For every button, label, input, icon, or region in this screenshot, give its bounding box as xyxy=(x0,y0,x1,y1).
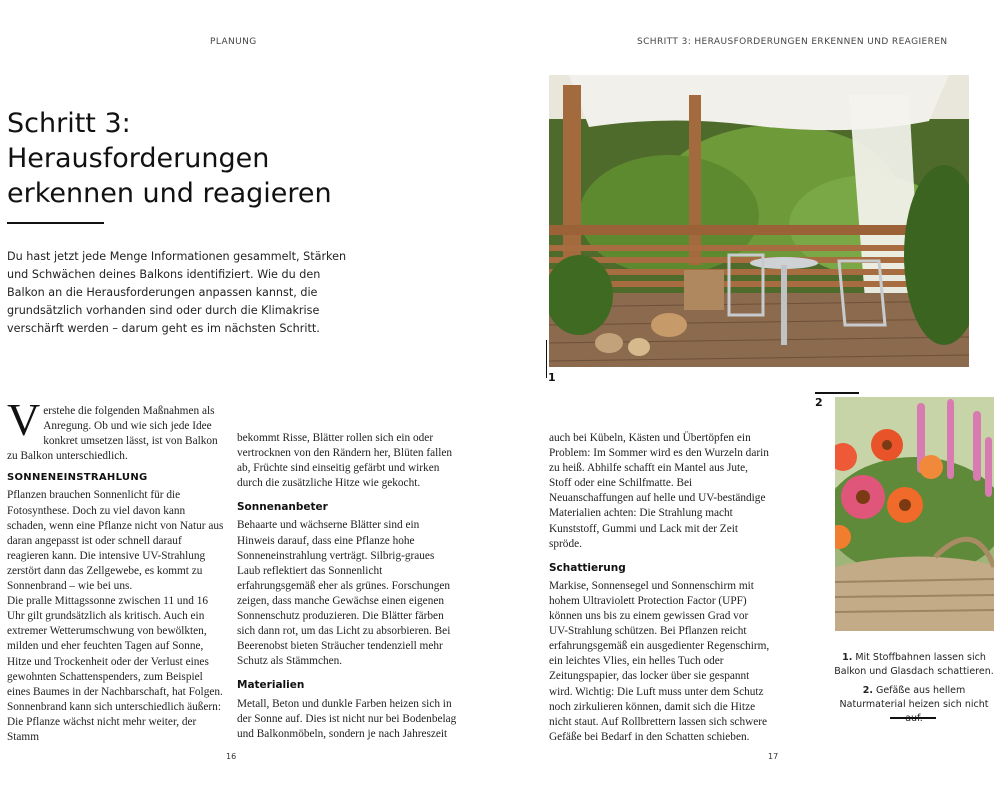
page-number-right: 17 xyxy=(768,752,779,761)
caption-2 xyxy=(830,684,998,726)
col2-paragraph-1: bekommt Risse, Blätter rollen sich ein oder vertrocknen von den Rändern her, Blüten fallen ab, Früchte sind einseitig gefärbt und wirken durch die zusätzliche Hitze wie gekocht. xyxy=(237,432,453,490)
drop-cap: V xyxy=(7,394,41,445)
caption-underline xyxy=(890,717,936,719)
col3-paragraph-2: Markise, Sonnensegel und Sonnenschirm mit hohem Ultraviolett Protection Factor (UPF) können uns bis zu einem gewissen Grad vor UV-Strahlung schützen. Bei Pflanzen reicht erfahrungsgemäß ein ausgedienter Regenschirm, ein leichtes Vlies, ein helles Tuch oder Zeitungspapier, das locker über sie gespannt wird. Wichtig: Die Luft muss unter dem Schutz noch zirkulieren können, damit sich die Hitze nicht staut. Auf Rollbrettern lassen sich schwere Gefäße bei Bedarf in den Schatten schieben. xyxy=(549,579,770,743)
photo-1-number: 1 xyxy=(548,371,556,384)
balcony-photo-illustration xyxy=(549,75,969,367)
col1-paragraph-3: Die pralle Mittagssonne zwischen 11 und 16 Uhr gilt grundsätzlich als kritisch. Auch ein extremer Wetterumschwung von bewölkten, milden und eher feuchten Tagen auf Sonne, Hitze und Trockenheit oder der Verlust eines gewohnten Schattenspenders, zum Beispiel eines Baumes in der Nachbarschaft, hat Folgen. xyxy=(7,595,223,698)
title-line-1: Schritt 3: xyxy=(7,108,131,139)
photo-2-marker-line xyxy=(815,392,859,394)
caption-1 xyxy=(830,651,998,679)
text-column-1 xyxy=(7,394,226,745)
col1-paragraph-1: erstehe die folgenden Maßnahmen als Anregung. Ob und wie sich jede Idee konkret umsetzen lässt, ist von Balkon zu Balkon unterschiedlich. xyxy=(7,405,218,463)
running-head-right: SCHRITT 3: HERAUSFORDERUNGEN ERKENNEN UND REAGIEREN xyxy=(637,37,948,47)
col2-paragraph-3: Metall, Beton und dunkle Farben heizen sich in der Sonne auf. Dies ist nicht nur bei Bodenbelag und Balkonmöbeln, sondern je nach Jahreszeit xyxy=(237,697,457,740)
col1-paragraph-2: Pflanzen brauchen Sonnenlicht für die Fotosynthese. Doch zu viel davon kann schaden, wenn eine Pflanze nicht von Natur aus daran angepasst ist oder schnell darauf reagieren kann. Die intensive UV-Strahlung zerstört dann das Zellgewebe, es kommt zu Sonnenbrand – wie bei uns. xyxy=(7,489,224,593)
caption-2-text: Gefäße aus hellem Naturmaterial heizen sich nicht xyxy=(839,685,989,710)
col1-paragraph-4: Sonnenbrand kann sich unterschiedlich äußern: Die Pflanze wächst nicht mehr weiter, der Stamm xyxy=(7,700,221,743)
page-number-left: 16 xyxy=(226,752,237,761)
caption-1-number: 1. xyxy=(842,652,853,663)
title-line-2: Herausforderungen xyxy=(7,143,270,174)
text-column-2 xyxy=(237,431,457,742)
intro-paragraph: Du hast jetzt jede Menge Informationen gesammelt, Stärken und Schwächen deines Balkons identifiziert. Wie du den Balkon an die Herausforderungen anpassen kannst, die grundsätzlich vorhanden sind oder durch die Klimakrise verschärft werden – darum geht es im nächsten Schritt. xyxy=(7,250,347,335)
section-heading-schattierung: Schattierung xyxy=(549,561,626,574)
section-heading-materialien: Materialien xyxy=(237,679,305,692)
running-head-left: PLANUNG xyxy=(210,37,257,47)
text-column-3 xyxy=(549,431,770,745)
title-line-3: erkennen und reagieren xyxy=(7,178,332,209)
col3-paragraph-1: auch bei Kübeln, Kästen und Übertöpfen ein Problem: Im Sommer wird es den Wurzeln darin zu heiß. Abhilfe schafft ein Mantel aus Jute, Stoff oder eine Schilfmatte. Bei Neuanschaffungen auf helle und UV-beständige Materialien achten: Die Strahlung macht Kunststoff, Gummi und Lack mit der Zeit spröde. xyxy=(549,432,769,550)
photo-2-number: 2 xyxy=(815,396,823,409)
section-heading-sonneneinstrahlung: SONNENEINSTRAHLUNG xyxy=(7,472,148,484)
balcony-photo xyxy=(549,75,969,367)
section-heading-sonnenanbeter: Sonnenanbeter xyxy=(237,501,328,514)
chapter-title xyxy=(7,106,407,211)
title-underline xyxy=(7,222,104,224)
col2-paragraph-2: Behaarte und wächserne Blätter sind ein Hinweis darauf, dass eine Pflanze hohe Sonneneinstrahlung verträgt. Silbrig-graues Laub reflektiert das Sonnenlicht erfahrungsgemäß eher als grünes. Forschungen zeigen, dass manche Gewächse einen eigenen Sonnenschutz produzieren. Die Blätter färben sich dann rot, um das Licht zu absorbieren. Bei Beerenobst bieten Sträucher tendenziell mehr Schutz als Stämmchen. xyxy=(237,519,451,668)
photo-captions xyxy=(830,651,998,726)
caption-2-number: 2. xyxy=(862,685,873,696)
photo-1-marker-line xyxy=(546,340,547,378)
flower-basket-illustration xyxy=(835,397,994,631)
caption-1-text: Mit Stoffbahnen lassen sich Balkon und Glasdach schattieren. xyxy=(834,652,994,677)
flower-basket-photo xyxy=(835,397,994,631)
